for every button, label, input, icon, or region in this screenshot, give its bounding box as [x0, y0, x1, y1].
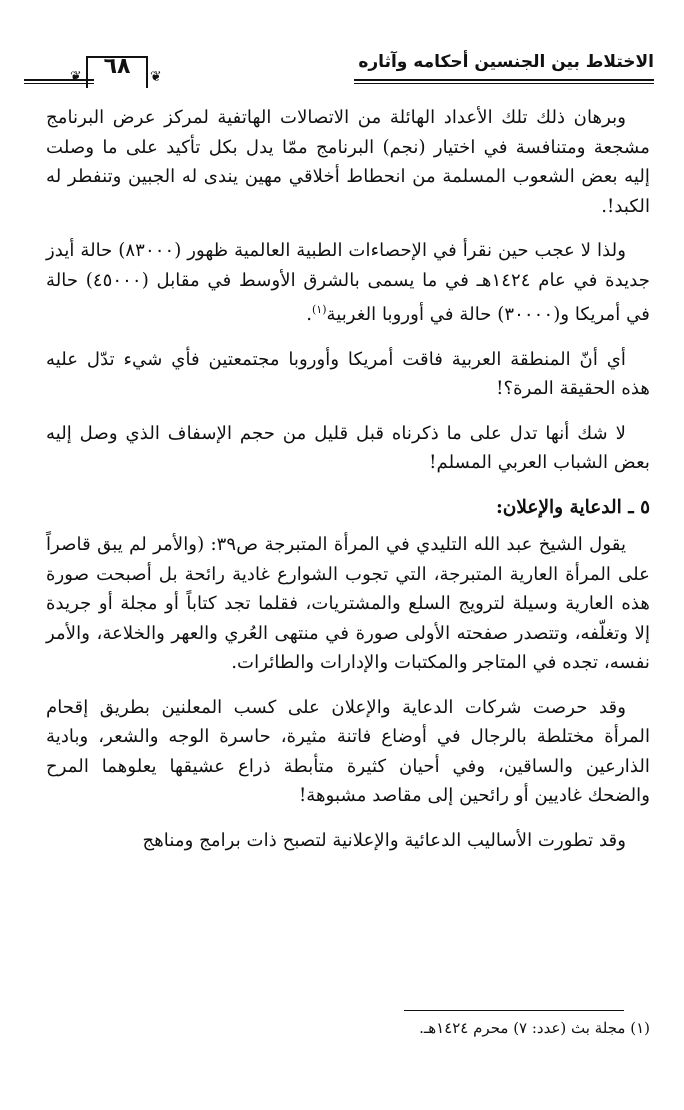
- header-rule-left-thin: [24, 83, 94, 84]
- paragraph: وبرهان ذلك تلك الأعداد الهائلة من الاتصالات الهاتفية لمركز عرض البرنامج مشجعة ومتنافسة في اختيار (نجم) البرنامج ممّا يدل بكل تأكيد على ما وصلت إليه بعض الشعوب المسلمة من انحطاط أخلاقي مهين يندى له الجبين وتنفطر له الكبد!.: [46, 107, 650, 217]
- paragraph: لا شك أنها تدل على ما ذكرناه قبل قليل من حجم الإسفاف الذي وصل إليه بعض الشباب العربي المسلم!: [46, 422, 650, 474]
- paragraph: وقد تطورت الأساليب الدعائية والإعلانية لتصبح ذات برامج ومناهج: [142, 829, 626, 851]
- footnote-ref: (١): [311, 303, 327, 316]
- page-number: ٦٨: [103, 54, 131, 79]
- paragraph: يقول الشيخ عبد الله التليدي في المرأة المتبرجة ص٣٩: (والأمر لم يبق قاصراً على المرأة العارية المتبرجة، التي تجوب الشوارع غادية رائحة بل أصبحت صورة هذه العارية وسيلة لترويج السلع والمشتريات، فقلما تجد كتاباً أو مجلة أو جريدة إلا وتغلّفه، وتتصدر صفحته الأولى صورة في منتهى العُري والعهر والخلاعة، والأمر نفسه، تجده في المتاجر والمكتبات والإدارات والطائرات.: [46, 534, 650, 674]
- ornament-icon: ❦: [70, 69, 82, 85]
- running-title: الاختلاط بين الجنسين أحكامه وآثاره: [358, 52, 654, 72]
- section-heading: ٥ ـ الدعاية والإعلان:: [495, 496, 650, 518]
- header-rule-left: [24, 79, 94, 81]
- paragraph: ولذا لا عجب حين نقرأ في الإحصاءات الطبية العالمية ظهور (٨٣٠٠٠) حالة أيدز جديدة في عام ١٤٢٤هـ في ما يسمى بالشرق الأوسط في مقابل (٤٥٠٠٠) حالة في أمريكا و(٣٠٠٠٠) حالة في أوروبا الغربية$^{(١)}$.: [46, 240, 650, 326]
- page-header: [24, 50, 654, 90]
- header-rule-thin: [354, 83, 654, 84]
- paragraph: وقد حرصت شركات الدعاية والإعلان على كسب المعلنين بطريق إقحام المرأة مختلطة بالرجال في أوضاع فاتنة مثيرة، حاسرة الوجه والشعر، وبادية الذارعين والساقين، وفي أحيان كثيرة متأبطة ذراع عشيقها يعلوهما المرح والضحك غاديين أو رائحين إلى مقاصد مشبوهة!: [46, 696, 650, 807]
- footnote: (١) مجلة بث (عدد: ٧) محرم ١٤٢٤هـ.: [419, 1019, 650, 1037]
- footnote-rule: [404, 1010, 624, 1011]
- paragraph: أي أنّ المنطقة العربية فاقت أمريكا وأوروبا مجتمعتين فأي شيء تدّل عليه هذه الحقيقة المرة؟!: [46, 348, 650, 400]
- page-number-frame: [86, 56, 148, 88]
- ornament-icon: ❦: [150, 69, 162, 85]
- body-text: [46, 103, 650, 870]
- header-rule: [354, 79, 654, 81]
